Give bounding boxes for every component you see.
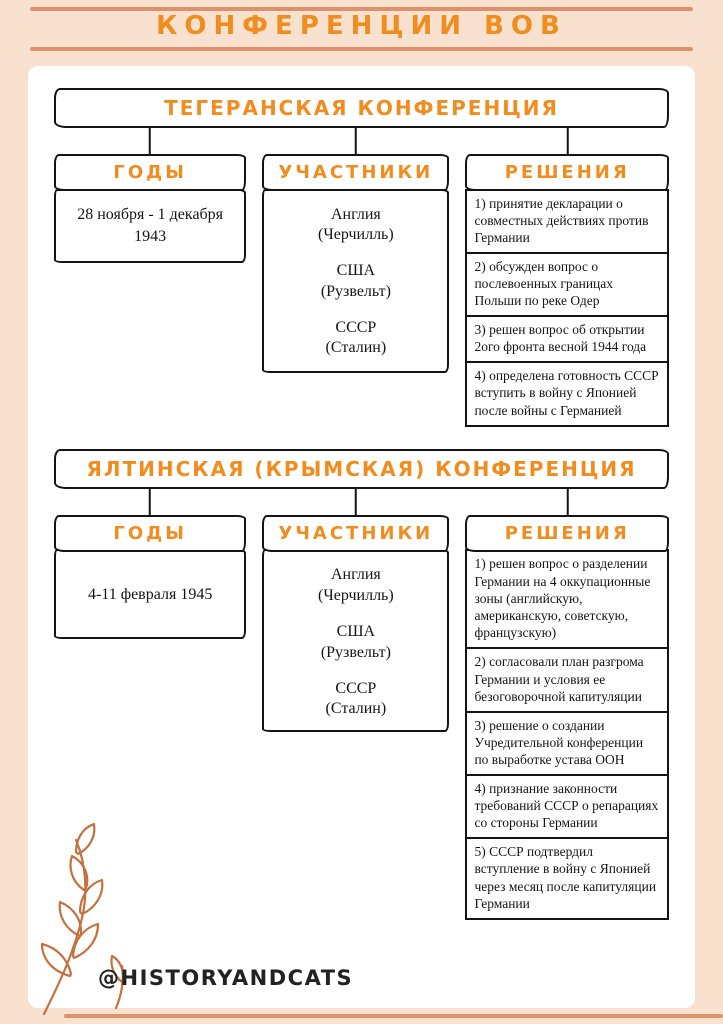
decision-item: 4) признание законности требований СССР о репарациях со стороны Германии	[465, 774, 669, 840]
decision-item: 5) СССР подтвердил вступление в войну с Японией через месяц после капитуляции Германии	[465, 837, 669, 920]
participant-country: США	[336, 623, 376, 641]
years-value: 4-11 февраля 1945	[54, 549, 246, 639]
participant-country: США	[336, 262, 376, 280]
participant-leader: (Черчилль)	[318, 226, 394, 244]
connector-lines	[54, 489, 669, 515]
tehran-conference-section	[54, 88, 669, 427]
participant-country: СССР	[335, 318, 377, 336]
years-value: 28 ноября - 1 декабря 1943	[54, 189, 246, 263]
participants-header: УЧАСТНИКИ	[262, 154, 449, 191]
decisions-header: РЕШЕНИЯ	[465, 515, 669, 552]
years-header: ГОДЫ	[54, 154, 246, 191]
connector-vline	[149, 128, 152, 154]
participant-leader: (Черчилль)	[318, 587, 394, 605]
participant-country: СССР	[335, 679, 377, 697]
participant-leader: (Рузвельт)	[320, 282, 391, 300]
decision-item: 1) решен вопрос о разделении Германии на 4 оккупационные зоны (английскую, американскую, советскую, французскую)	[465, 549, 669, 649]
conference-title-box	[54, 449, 669, 489]
years-column	[54, 154, 246, 263]
page-title: КОНФЕРЕНЦИИ ВОВ	[156, 11, 567, 41]
years-column	[54, 515, 246, 640]
connector-vline	[566, 128, 569, 154]
decision-item: 1) принятие декларации о совместных действиях против Германии	[465, 189, 669, 255]
participants-column	[262, 515, 449, 732]
participant-country: Англия	[330, 566, 381, 584]
participant	[326, 318, 387, 360]
decision-item: 3) решение о создании Учредительной конференции по выработке устава ООН	[465, 711, 669, 777]
title-underline-rule	[30, 47, 693, 51]
conference-title-box	[54, 88, 669, 128]
participant	[321, 261, 391, 303]
bottom-rule	[64, 1014, 723, 1018]
connector-vline	[355, 489, 358, 515]
years-header: ГОДЫ	[54, 515, 246, 552]
participant	[321, 622, 391, 664]
decision-item: 2) согласовали план разгрома Германии и условия ее безоговорочной капитуляции	[465, 647, 669, 713]
participants-list	[262, 189, 449, 373]
participant	[318, 205, 394, 247]
participant-country: Англия	[330, 205, 381, 223]
decision-item: 3) решен вопрос об открытии 2ого фронта весной 1944 года	[465, 315, 669, 364]
participant-leader: (Сталин)	[325, 700, 387, 718]
participant	[326, 679, 387, 721]
decision-item: 2) обсужден вопрос о послевоенных границах Польши по реке Одер	[465, 252, 669, 318]
participant	[318, 565, 394, 607]
connector-lines	[54, 128, 669, 154]
decision-item: 4) определена готовность СССР вступить в войну с Японией после войны с Германией	[465, 361, 669, 427]
participant-leader: (Сталин)	[325, 339, 387, 357]
connector-vline	[355, 128, 358, 154]
watermark-handle: @HISTORYANDCATS	[98, 966, 354, 990]
conference-title: ТЕГЕРАНСКАЯ КОНФЕРЕНЦИЯ	[164, 96, 559, 120]
section-gap	[54, 427, 669, 449]
participants-header: УЧАСТНИКИ	[262, 515, 449, 552]
participants-column	[262, 154, 449, 373]
conference-title: ЯЛТИНСКАЯ (КРЫМСКАЯ) КОНФЕРЕНЦИЯ	[86, 456, 637, 481]
connector-vline	[149, 489, 152, 515]
participants-list	[262, 549, 449, 732]
connector-vline	[566, 489, 569, 515]
participant-leader: (Рузвельт)	[320, 643, 391, 661]
decisions-column	[465, 154, 669, 427]
columns-row	[54, 154, 669, 427]
decisions-column	[465, 515, 669, 920]
decisions-header: РЕШЕНИЯ	[465, 154, 669, 191]
